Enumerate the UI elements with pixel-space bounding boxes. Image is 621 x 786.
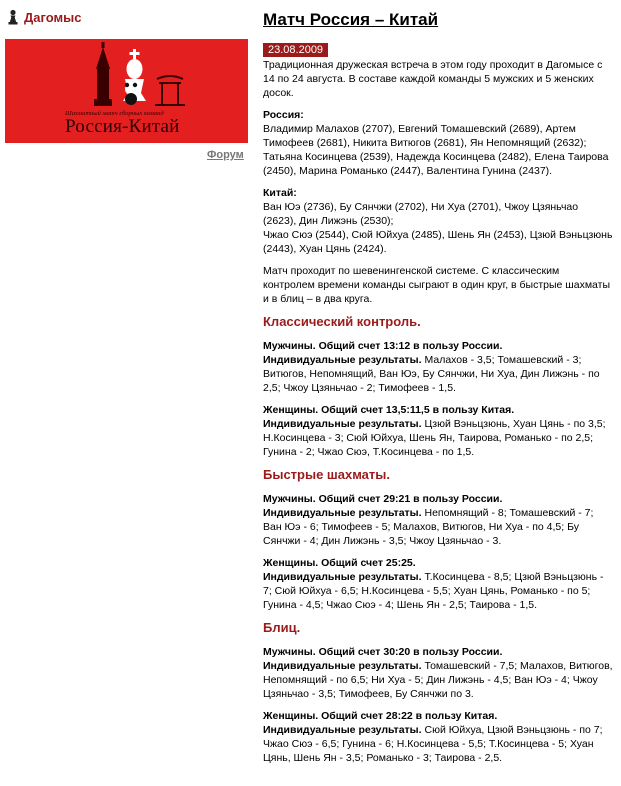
men-results: Томашевский - 7,5; Малахов, Витюгов, Непомнящий - по 6,5; Ни Хуа - 5; Дин Лижэнь - 4,5; Ван Юэ - 4; Чжоу Цзяньчао - 3,5; Тимофеев, Бу Сянчжи по 3. (263, 660, 613, 700)
individual-label: Индивидуальные результаты. (263, 660, 422, 672)
forum-link[interactable]: Форум (207, 149, 244, 161)
women-score: Женщины. Общий счет 25:25. (263, 557, 416, 569)
article (263, 8, 613, 773)
system-paragraph: Матч проходит по шевенингенской системе. С классическим контролем времени команды сыграют в один круг, в быстрые шахматы и в блиц – в два круга. (263, 265, 610, 305)
china-women: Чжао Сюэ (2544), Сюй Юйхуа (2485), Шень Ян (2453), Цзюй Вэньцзюнь (2443), Хуан Цянь (2424). (263, 229, 613, 255)
individual-label: Индивидуальные результаты. (263, 354, 422, 366)
banner-title: Россия-Китай (65, 116, 180, 137)
page-title: Матч Россия – Китай (263, 10, 439, 29)
rapid-men (263, 492, 613, 548)
men-results: Непомнящий - 8; Томашевский - 7; Ван Юэ - 6; Тимофеев - 5; Малахов, Витюгов, Ни Хуа - по 4,5; Бу Сянчжи - 4; Дин Лижэнь - 3,5; Чжоу Цзяньчао - 3. (263, 507, 594, 547)
blitz-women (263, 709, 613, 765)
section-heading-blitz: Блиц. (263, 620, 301, 635)
site-header (6, 9, 81, 25)
women-results: Сюй Юйхуа, Цзюй Вэньцзюнь - по 7; Чжао Сюэ - 6,5; Гунина - 6; Н.Косинцева - 5,5; Т.Косинцева - 5; Хуан Цянь, Шень Ян - 3,5; Романько - 3; Таирова - 2,5. (263, 724, 603, 764)
men-results: Малахов - 3,5; Томашевский - 3; Витюгов, Непомнящий, Ван Юэ, Бу Сянчжи, Ни Хуа, Дин Лижэнь - по 2,5; Чжоу Цзяньчао - 2; Тимофеев - 1,5. (263, 354, 600, 394)
individual-label: Индивидуальные результаты. (263, 724, 422, 736)
pagoda-icon (155, 76, 185, 105)
russia-women: Татьяна Косинцева (2539), Надежда Косинцева (2482), Елена Таирова (2450), Марина Романько (2447), Валентина Гунина (2437). (263, 151, 609, 177)
section-heading-rapid: Быстрые шахматы. (263, 467, 390, 482)
site-link[interactable]: Дагомыс (24, 9, 82, 25)
men-score: Мужчины. Общий счет 29:21 в пользу России. (263, 493, 503, 505)
individual-label: Индивидуальные результаты. (263, 507, 422, 519)
banner-caption: Шахматный матч сборных команд (65, 110, 164, 117)
kremlin-tower-icon (94, 42, 112, 106)
individual-label: Индивидуальные результаты. (263, 418, 422, 430)
china-men: Ван Юэ (2736), Бу Сянчжи (2702), Ни Хуа (2701), Чжоу Цзяньчао (2623), Дин Лижэнь (2530); (263, 201, 579, 227)
section-heading-classic: Классический контроль. (263, 314, 421, 329)
classic-men (263, 339, 613, 395)
women-score: Женщины. Общий счет 13,5:11,5 в пользу Китая. (263, 404, 515, 416)
rapid-women (263, 556, 613, 612)
russia-roster (263, 108, 613, 178)
intro-paragraph: Традиционная дружеская встреча в этом году проходит в Дагомысе с 14 по 24 августа. В составе каждой команды 5 мужских и 5 женских досок. (263, 59, 603, 99)
women-results: Цзюй Вэньцзюнь, Хуан Цянь - по 3,5; Н.Косинцева - 3; Сюй Юйхуа, Шень Ян, Таирова, Романько - по 2,5; Гунина - 2; Чжао Сюэ, Т.Косинцева - по 1,5. (263, 418, 606, 458)
date-badge: 23.08.2009 (263, 43, 328, 57)
women-score: Женщины. Общий счет 28:22 в пользу Китая. (263, 710, 498, 722)
russia-men: Владимир Малахов (2707), Евгений Томашевский (2689), Артем Тимофеев (2681), Никита Витюгов (2681), Ян Непомнящий (2632); (263, 123, 587, 149)
blitz-men (263, 645, 613, 701)
classic-women (263, 403, 613, 459)
russia-label: Россия: (263, 109, 304, 121)
individual-label: Индивидуальные результаты. (263, 571, 422, 583)
match-banner[interactable] (5, 39, 248, 143)
women-results: Т.Косинцева - 8,5; Цзюй Вэньцзюнь - 7; Сюй Юйхуа - 6,5; Н.Косинцева - 5,5; Хуан Цянь, Романько - по 5; Гунина - 4,5; Чжао Сюэ - 4; Шень Ян - 2,5; Таирова - 1,5. (263, 571, 604, 611)
chess-pawn-icon (6, 9, 20, 25)
men-score: Мужчины. Общий счет 30:20 в пользу России. (263, 646, 503, 658)
china-label: Китай: (263, 187, 297, 199)
men-score: Мужчины. Общий счет 13:12 в пользу России. (263, 340, 503, 352)
china-roster (263, 186, 613, 256)
